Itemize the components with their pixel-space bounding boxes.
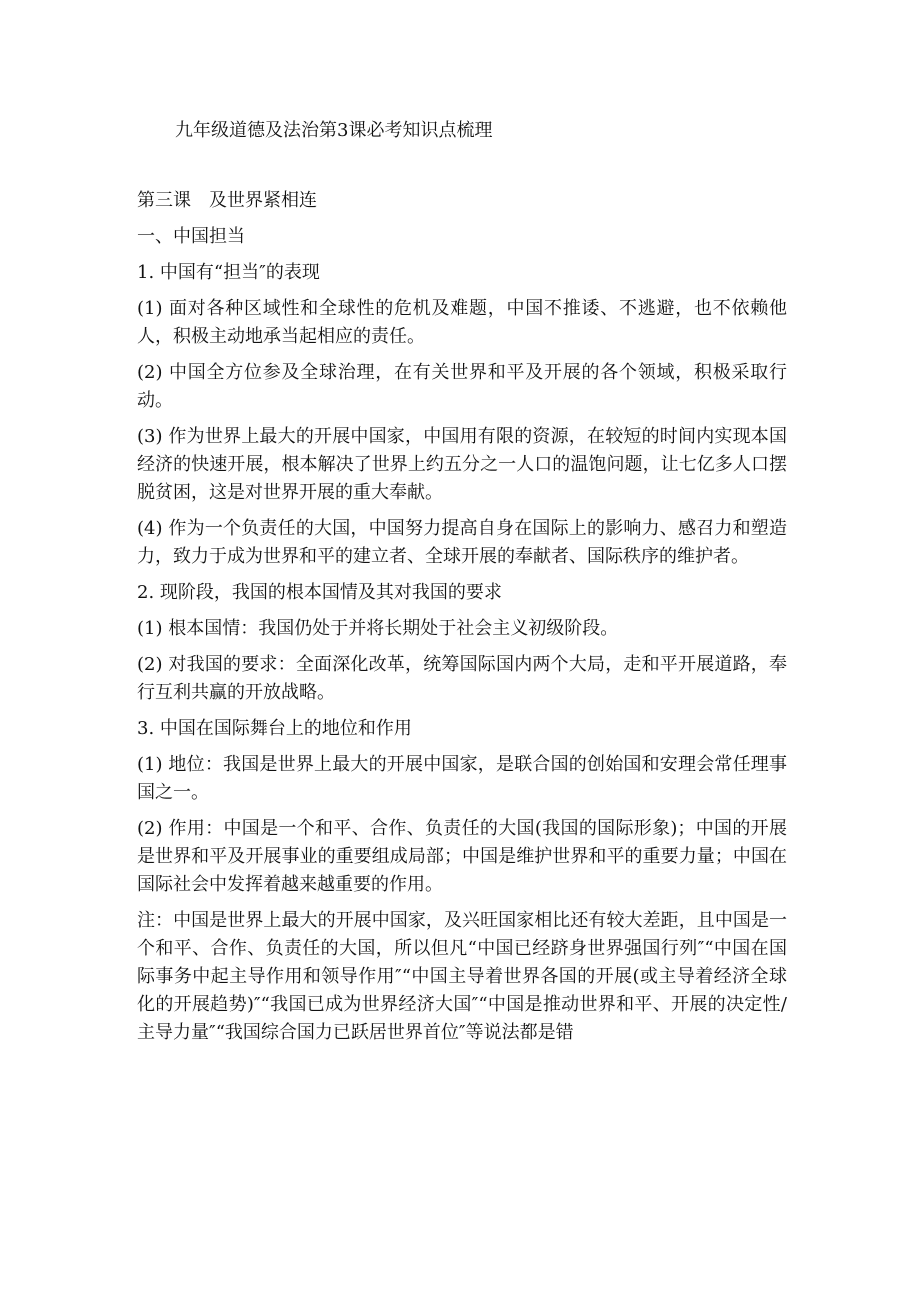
paragraph: (4) 作为一个负责任的大国，中国努力提高自身在国际上的影响力、感召力和塑造力，致力于成为世界和平的建立者、全球开展的奉献者、国际秩序的维护者。 xyxy=(137,518,787,567)
document-body xyxy=(137,187,787,1055)
section-heading: 一、中国担当 xyxy=(137,226,245,247)
paragraph: (3) 作为世界上最大的开展中国家，中国用有限的资源，在较短的时间内实现本国经济的快速开展，根本解决了世界上约五分之一人口的温饱问题，让七亿多人口摆脱贫困，这是对世界开展的重大奉献。 xyxy=(137,426,787,503)
paragraph: (1) 地位：我国是世界上最大的开展中国家，是联合国的创始国和安理会常任理事国之一。 xyxy=(137,754,787,803)
subsection-heading: 2. 现阶段，我国的根本国情及其对我国的要求 xyxy=(137,582,502,603)
note-paragraph: 注：中国是世界上最大的开展中国家，及兴旺国家相比还有较大差距，且中国是一个和平、合作、负责任的大国，所以但凡“中国已经跻身世界强国行列″“中国在国际事务中起主导作用和领导作用″“中国主导着世界各国的开展(或主导着经济全球化的开展趋势)″“我国已成为世界经济大国″“中国是推动世界和平、开展的决定性/主导力量″“我国综合国力已跃居世界首位″等说法都是错 xyxy=(137,910,787,1043)
paragraph: (2) 作用：中国是一个和平、合作、负责任的大国(我国的国际形象)；中国的开展是世界和平及开展事业的重要组成局部；中国是维护世界和平的重要力量；中国在国际社会中发挥着越来越重要的作用。 xyxy=(137,818,787,895)
paragraph: (2) 中国全方位参及全球治理，在有关世界和平及开展的各个领域，积极采取行动。 xyxy=(137,362,787,411)
paragraph: (2) 对我国的要求：全面深化改革，统筹国际国内两个大局，走和平开展道路，奉行互利共赢的开放战略。 xyxy=(137,654,787,703)
paragraph: (1) 面对各种区域性和全球性的危机及难题，中国不推诿、不逃避，也不依赖他人，积极主动地承当起相应的责任。 xyxy=(137,298,787,347)
subsection-heading: 3. 中国在国际舞台上的地位和作用 xyxy=(137,718,412,739)
document-title: 九年级道德及法治第3课必考知识点梳理 xyxy=(175,120,493,141)
lesson-heading: 第三课 及世界紧相连 xyxy=(137,190,317,211)
subsection-heading: 1. 中国有“担当″的表现 xyxy=(137,262,320,283)
paragraph: (1) 根本国情：我国仍处于并将长期处于社会主义初级阶段。 xyxy=(137,618,619,639)
